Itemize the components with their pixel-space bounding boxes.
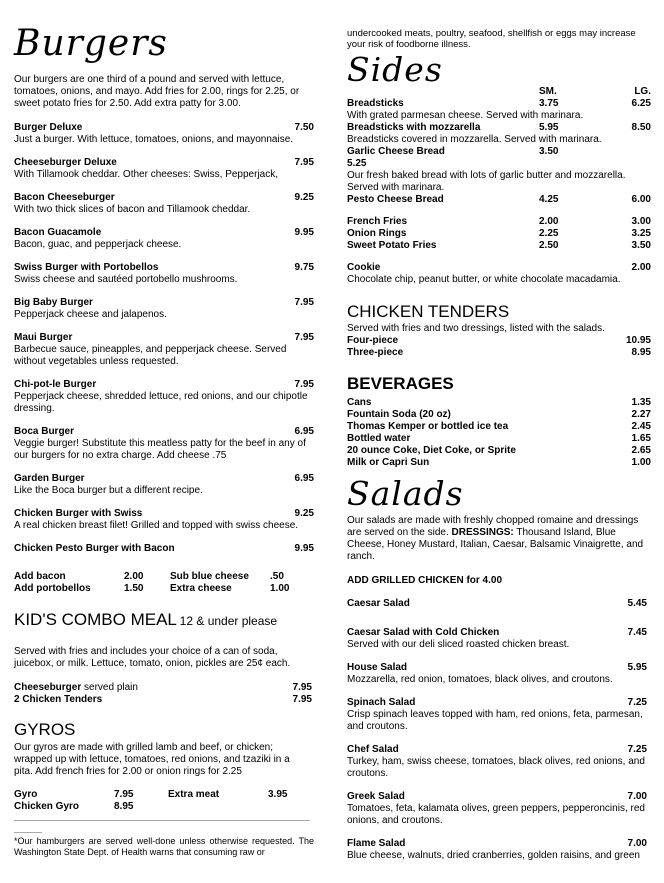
item-row <box>14 122 314 134</box>
beverages-title: BEVERAGES <box>347 374 454 393</box>
item-name: Bottled water <box>347 433 411 444</box>
gyros-title: GYROS <box>14 720 76 739</box>
item-row <box>14 157 314 169</box>
item-name: Chicken Pesto Burger with Bacon <box>14 543 175 554</box>
item-price: 7.45 <box>627 627 647 638</box>
item-price: 6.95 <box>294 426 314 437</box>
item-price: 9.95 <box>294 227 314 238</box>
item-row <box>14 426 314 438</box>
item-row <box>347 433 651 445</box>
item-name: Cans <box>347 397 372 408</box>
menu-item: Four-piece 10.95 <box>347 335 651 346</box>
side-item: Garlic Cheese Bread 3.50 <box>347 146 559 157</box>
menu-item <box>347 697 647 733</box>
item-price: 7.00 <box>627 838 647 849</box>
item-price: 1.65 <box>631 433 651 444</box>
item-name: Greek Salad <box>347 791 405 802</box>
item-row <box>347 409 651 421</box>
item-row <box>347 457 651 469</box>
menu-item <box>347 457 651 469</box>
item-name: Big Baby Burger <box>14 297 93 308</box>
menu-item <box>14 426 314 462</box>
item-row <box>347 697 647 709</box>
menu-item <box>14 157 314 181</box>
item-name: Cheeseburger Deluxe <box>14 157 117 168</box>
burger-addons <box>14 571 314 595</box>
item-desc: Barbecue sauce, pineapples, and pepperjack cheese. Served without vegetables unless requested. <box>14 344 287 367</box>
item-name: 20 ounce Coke, Diet Coke, or Sprite <box>347 445 516 456</box>
item-desc: Swiss cheese and sautéed portobello mushrooms. <box>14 274 238 285</box>
item-name: Chi-pot-le Burger <box>14 379 97 390</box>
kids-title: KID'S COMBO MEAL 12 & under please <box>14 610 278 629</box>
item-price: 7.00 <box>627 791 647 802</box>
item-name: Fountain Soda (20 oz) <box>347 409 451 420</box>
menu-item <box>347 409 651 421</box>
item-name: Burger Deluxe <box>14 122 83 133</box>
divider <box>14 820 310 821</box>
item-name: House Salad <box>347 662 408 673</box>
item-name: Boca Burger <box>14 426 75 437</box>
item-name: Flame Salad <box>347 838 406 849</box>
item-price: 2.27 <box>631 409 651 420</box>
item-row <box>347 397 651 409</box>
menu-item: Three-piece 8.95 <box>347 347 651 358</box>
menu-item <box>347 744 647 780</box>
item-desc: Mozzarella, red onion, tomatoes, black olives, and croutons. <box>347 674 613 685</box>
item-price: 2.65 <box>631 445 651 456</box>
item-price: 9.25 <box>294 508 314 519</box>
item-price: 7.25 <box>627 697 647 708</box>
sides-list <box>347 86 651 286</box>
item-desc: With Tillamook cheddar. Other cheeses: Swiss, Pepperjack, <box>14 169 279 180</box>
menu-item <box>347 838 647 862</box>
item-name: Caesar Salad with Cold Chicken <box>347 627 500 638</box>
sides-title: Sides <box>347 50 443 89</box>
addon-row: Add portobellos 1.50 Extra cheese 1.00 <box>14 583 290 594</box>
beverages-list <box>347 397 651 469</box>
item-row <box>347 445 651 457</box>
tenders-title: CHICKEN TENDERS <box>347 302 510 321</box>
item-name: Swiss Burger with Portobellos <box>14 262 159 273</box>
item-desc: Just a burger. With lettuce, tomatoes, onions, and mayonnaise. <box>14 134 294 145</box>
item-desc: Bacon, guac, and pepperjack cheese. <box>14 239 182 250</box>
menu-item <box>14 543 314 555</box>
item-row <box>14 227 314 239</box>
item-desc: Crisp spinach leaves topped with ham, red onions, feta, parmesan, and croutons. <box>347 709 643 732</box>
item-price: 9.25 <box>294 192 314 203</box>
side-item: Pesto Cheese Bread 4.25 6.00 <box>347 194 651 205</box>
item-desc: Turkey, ham, swiss cheese, tomatoes, black olives, red onions, and croutons. <box>347 756 645 779</box>
menu-item <box>14 227 314 251</box>
side-item: Onion Rings 2.25 3.25 <box>347 228 651 239</box>
size-header: SM. LG. <box>539 86 651 97</box>
item-price: 7.50 <box>294 122 314 133</box>
item-desc: Served with our deli sliced roasted chicken breast. <box>347 639 570 650</box>
add-chicken: ADD GRILLED CHICKEN for 4.00 <box>347 575 503 586</box>
item-price: 7.95 <box>294 157 314 168</box>
tenders-block: Served with fries and two dressings, listed with the salads. Four-piece 10.95 Three-piece 8.95 <box>347 323 651 358</box>
menu-item <box>347 791 647 827</box>
item-price: 6.95 <box>294 473 314 484</box>
side-item: French Fries 2.00 3.00 <box>347 216 651 227</box>
kids-items <box>14 682 312 706</box>
gyros-desc: Our gyros are made with grilled lamb and beef, or chicken; wrapped up with lettuce, tomatoes, red onions, and tzaziki in a pita. Add french fries for 2.00 or onion rings for 2.25 <box>14 742 290 777</box>
menu-item <box>14 122 314 146</box>
menu-item <box>347 662 647 686</box>
item-row <box>14 508 314 520</box>
item-price: 5.95 <box>627 662 647 673</box>
item-desc: Our fresh baked bread with lots of garlic butter and mozzarella. Served with marinara. <box>347 170 626 193</box>
item-row <box>347 627 647 639</box>
item-desc: Pepperjack cheese, shredded lettuce, red onions, and our chipotle dressing. <box>14 391 308 414</box>
menu-item <box>14 262 314 286</box>
item-row <box>14 543 314 555</box>
item-row <box>14 332 314 344</box>
menu-item <box>14 192 314 216</box>
menu-item: 2 Chicken Tenders 7.95 <box>14 694 312 705</box>
gyros-items <box>14 789 314 813</box>
item-row <box>14 262 314 274</box>
side-extra: 5.25 <box>347 158 367 169</box>
item-row <box>14 192 314 204</box>
item-row <box>14 473 314 485</box>
item-price: 9.95 <box>294 543 314 554</box>
menu-item <box>347 445 651 457</box>
item-desc: With two thick slices of bacon and Tillamook cheddar. <box>14 204 251 215</box>
item-name: Garden Burger <box>14 473 85 484</box>
item-name: Bacon Cheeseburger <box>14 192 115 203</box>
burgers-intro: Our burgers are one third of a pound and served with lettuce, tomatoes, onions, and mayo. Add fries for 2.00, rings for 2.25, or sweet potato fries for 2.50. Add extra patty for 3.00. <box>14 74 300 109</box>
item-price: 2.45 <box>631 421 651 432</box>
item-price: 7.25 <box>627 744 647 755</box>
side-item: Breadsticks 3.75 6.25 <box>347 98 651 109</box>
item-desc: Veggie burger! Substitute this meatless patty for the beef in any of our burgers for no extra charge. Add cheese .75 <box>14 438 306 461</box>
item-name: Spinach Salad <box>347 697 416 708</box>
item-name: Chef Salad <box>347 744 399 755</box>
item-row <box>347 838 647 850</box>
item-row <box>347 598 647 610</box>
item-price: 9.75 <box>294 262 314 273</box>
footnote-rule <box>14 832 42 833</box>
item-name: Bacon Guacamole <box>14 227 102 238</box>
item-desc: Breadsticks covered in mozzarella. Served with marinara. <box>347 134 602 145</box>
item-price: 1.35 <box>631 397 651 408</box>
side-item: Sweet Potato Fries 2.50 3.50 <box>347 240 651 251</box>
kids-desc: Served with fries and includes your choice of a can of soda, juicebox, or milk. Lettuce, tomato, onion, pickles are 25¢ each. <box>14 646 291 669</box>
gyro-row: Chicken Gyro 8.95 <box>14 801 134 812</box>
menu-item <box>347 397 651 409</box>
item-row <box>347 421 651 433</box>
item-desc: Blue cheese, walnuts, dried cranberries, golden raisins, and green <box>347 850 640 861</box>
gyro-row: Gyro 7.95 Extra meat 3.95 <box>14 789 288 800</box>
item-desc: Pepperjack cheese and jalapenos. <box>14 309 167 320</box>
addon-row: Add bacon 2.00 Sub blue cheese .50 <box>14 571 284 582</box>
item-name: Thomas Kemper or bottled ice tea <box>347 421 509 432</box>
item-name: Milk or Capri Sun <box>347 457 430 468</box>
item-row <box>347 662 647 674</box>
menu-item <box>347 421 651 433</box>
menu-item <box>347 433 651 445</box>
item-row <box>14 379 314 391</box>
item-desc: Tomatoes, feta, kalamata olives, green peppers, pepperoncinis, red onions, and croutons. <box>347 803 645 826</box>
salads-intro: Our salads are made with freshly chopped romaine and dressings are served on the side. DRESSINGS: Thousand Island, Blue Cheese, Honey Mustard, Italian, Caesar, Balsamic Vinaigrette, and ranch. <box>347 515 644 562</box>
salads-title: Salads <box>347 474 464 513</box>
footnote-continued: undercooked meats, poultry, seafood, shellfish or eggs may increase your risk of foodborne illness. <box>347 28 636 50</box>
footnote: *Our hamburgers are served well-done unless otherwise requested. The Washington State Dept. of Health warns that consuming raw or <box>14 836 314 857</box>
menu-item: Cheeseburger served plain 7.95 <box>14 682 312 693</box>
burgers-title: Burgers <box>14 23 168 64</box>
item-name: Maui Burger <box>14 332 73 343</box>
item-price: 7.95 <box>294 379 314 390</box>
item-desc: With grated parmesan cheese. Served with marinara. <box>347 110 584 121</box>
item-price: 7.95 <box>294 297 314 308</box>
burger-list <box>14 122 314 566</box>
item-row <box>347 791 647 803</box>
menu-item <box>347 598 647 610</box>
menu-item <box>14 473 314 497</box>
item-price: 7.95 <box>294 332 314 343</box>
salad-list <box>347 598 647 873</box>
item-price: 5.45 <box>627 598 647 609</box>
menu-item <box>14 508 314 532</box>
item-name: Chicken Burger with Swiss <box>14 508 143 519</box>
item-row <box>14 297 314 309</box>
cookie-item: Cookie 2.00 Chocolate chip, peanut butter, or white chocolate macadamia. <box>347 262 651 285</box>
menu-item <box>14 379 314 415</box>
menu-item <box>347 627 647 651</box>
item-price: 1.00 <box>631 457 651 468</box>
item-row <box>347 744 647 756</box>
menu-item <box>14 297 314 321</box>
item-name: Caesar Salad <box>347 598 410 609</box>
item-desc: Like the Boca burger but a different recipe. <box>14 485 203 496</box>
menu-item <box>14 332 314 368</box>
item-desc: A real chicken breast filet! Grilled and topped with swiss cheese. <box>14 520 299 531</box>
side-item: Breadsticks with mozzarella 5.95 8.50 <box>347 122 651 133</box>
